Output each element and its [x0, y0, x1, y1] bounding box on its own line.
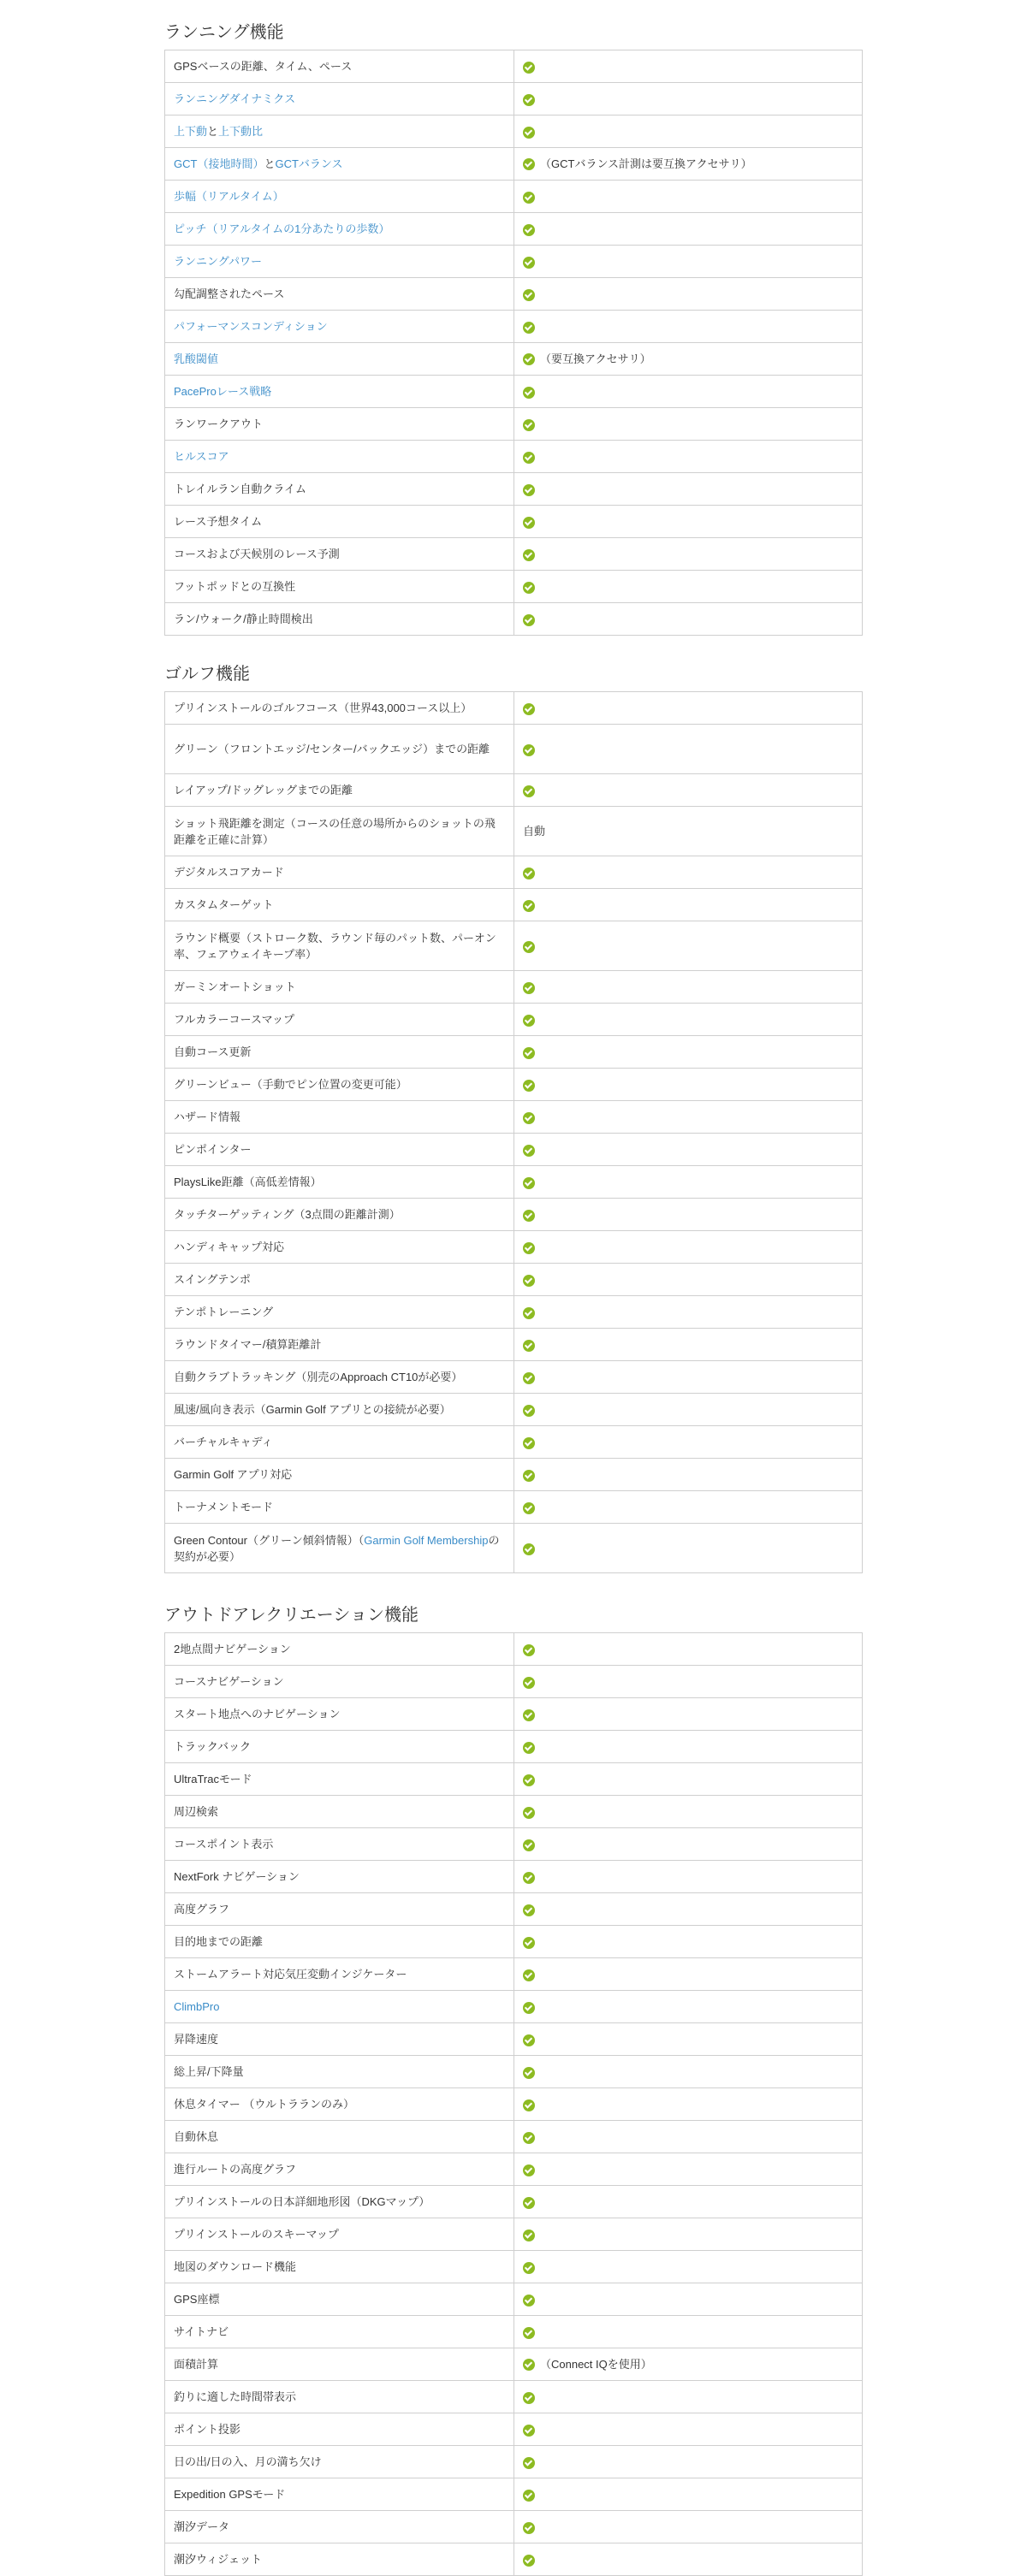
feature-label: 進行ルートの高度グラフ	[165, 2153, 514, 2186]
feature-label: ラウンドタイマー/積算距離計	[165, 1329, 514, 1361]
table-row	[165, 1069, 863, 1101]
running-table	[164, 50, 863, 636]
feature-label: 自動休息	[165, 2121, 514, 2153]
check-circle-icon	[523, 1807, 535, 1819]
table-row	[165, 1524, 863, 1573]
check-circle-icon	[523, 1502, 535, 1514]
table-row	[165, 1459, 863, 1491]
table-row	[165, 1796, 863, 1828]
check-circle-icon	[523, 1774, 535, 1786]
table-row	[165, 2251, 863, 2283]
feature-label: 総上昇/下降量	[165, 2056, 514, 2088]
feature-label: Expedition GPSモード	[165, 2478, 514, 2511]
table-row	[165, 2121, 863, 2153]
feature-label: サイトナビ	[165, 2316, 514, 2348]
table-row	[165, 343, 863, 376]
check-circle-icon	[523, 2164, 535, 2176]
check-circle-icon	[523, 2425, 535, 2437]
check-circle-icon	[523, 1047, 535, 1059]
table-row	[165, 83, 863, 115]
feature-label: 自動コース更新	[165, 1036, 514, 1069]
table-row	[165, 1036, 863, 1069]
feature-label: 目的地までの距離	[165, 1926, 514, 1958]
table-row	[165, 921, 863, 971]
check-circle-icon	[523, 1937, 535, 1949]
feature-label: PlaysLike距離（高低差情報）	[165, 1166, 514, 1199]
section-outdoor	[164, 1605, 863, 2566]
check-circle-icon	[523, 2230, 535, 2241]
table-row	[165, 148, 863, 181]
feature-link[interactable]: 上下動比	[218, 125, 264, 138]
feature-label: 自動クラブトラッキング（別売のApproach CT10が必要）	[165, 1361, 514, 1394]
feature-label: ハンディキャップ対応	[165, 1231, 514, 1264]
feature-label: UltraTracモード	[165, 1763, 514, 1796]
check-circle-icon	[523, 1839, 535, 1851]
outdoor-table	[164, 1632, 863, 2576]
table-row	[165, 2056, 863, 2088]
feature-label: 周辺検索	[165, 1796, 514, 1828]
feature-link[interactable]: GCT（接地時間）	[174, 157, 264, 170]
check-circle-icon	[523, 2522, 535, 2534]
check-circle-icon	[523, 549, 535, 561]
check-circle-icon	[523, 1340, 535, 1352]
table-row	[165, 311, 863, 343]
feature-label: 2地点間ナビゲーション	[165, 1633, 514, 1666]
feature-label: プリインストールのゴルフコース（世界43,000コース以上）	[165, 692, 514, 725]
check-circle-icon	[523, 1470, 535, 1482]
check-circle-icon	[523, 1644, 535, 1656]
table-row	[165, 181, 863, 213]
table-row	[165, 246, 863, 278]
table-row	[165, 1763, 863, 1796]
table-row	[165, 1199, 863, 1231]
feature-link[interactable]: GCTバランス	[275, 157, 343, 170]
feature-label: ガーミンオートショット	[165, 971, 514, 1004]
feature-link[interactable]: 歩幅（リアルタイム）	[174, 190, 284, 203]
table-row	[165, 774, 863, 807]
table-row	[165, 1991, 863, 2023]
check-circle-icon	[523, 62, 535, 74]
feature-label: ショット飛距離を測定（コースの任意の場所からのショットの飛距離を正確に計算）	[165, 807, 514, 856]
check-circle-icon	[523, 484, 535, 496]
feature-label: バーチャルキャディ	[165, 1426, 514, 1459]
feature-label: スタート地点へのナビゲーション	[165, 1698, 514, 1731]
feature-label: GPSベースの距離、タイム、ペース	[165, 50, 514, 83]
table-row	[165, 441, 863, 473]
check-circle-icon	[523, 2295, 535, 2307]
table-row	[165, 725, 863, 774]
table-row	[165, 1101, 863, 1134]
feature-label: ポイント投影	[165, 2413, 514, 2446]
feature-label: デジタルスコアカード	[165, 856, 514, 889]
feature-label: フットポッドとの互換性	[165, 571, 514, 603]
table-row	[165, 2186, 863, 2218]
check-circle-icon	[523, 1080, 535, 1092]
table-row	[165, 2413, 863, 2446]
table-row	[165, 856, 863, 889]
feature-label: タッチターゲッティング（3点間の距離計測）	[165, 1199, 514, 1231]
feature-link[interactable]: 乳酸閾値	[174, 352, 219, 365]
table-row	[165, 115, 863, 148]
feature-label: ラン/ウォーク/静止時間検出	[165, 603, 514, 636]
feature-label: 休息タイマー （ウルトラランのみ）	[165, 2088, 514, 2121]
table-row	[165, 1893, 863, 1926]
check-circle-icon	[523, 224, 535, 236]
feature-label: トーナメントモード	[165, 1491, 514, 1524]
table-row	[165, 278, 863, 311]
table-row	[165, 1861, 863, 1893]
table-row	[165, 1231, 863, 1264]
table-row	[165, 1958, 863, 1991]
check-circle-icon	[523, 2327, 535, 2339]
check-circle-icon	[523, 1210, 535, 1222]
feature-label: レイアップ/ドッグレッグまでの距離	[165, 774, 514, 807]
table-row	[165, 889, 863, 921]
check-circle-icon	[523, 2197, 535, 2209]
check-circle-icon	[523, 1405, 535, 1417]
table-row	[165, 408, 863, 441]
check-circle-icon	[523, 1742, 535, 1754]
table-row	[165, 1828, 863, 1861]
feature-label: 昇降速度	[165, 2023, 514, 2056]
feature-link[interactable]: ピッチ（リアルタイムの1分あたりの歩数）	[174, 222, 390, 235]
table-row	[165, 1329, 863, 1361]
check-circle-icon	[523, 2392, 535, 2404]
check-circle-icon	[523, 900, 535, 912]
table-row	[165, 1394, 863, 1426]
table-row	[165, 1296, 863, 1329]
check-circle-icon	[523, 127, 535, 139]
check-circle-icon	[523, 2002, 535, 2014]
table-row	[165, 50, 863, 83]
check-circle-icon	[523, 322, 535, 334]
feature-label: 地図のダウンロード機能	[165, 2251, 514, 2283]
check-circle-icon	[523, 1372, 535, 1384]
feature-note: （Connect IQを使用）	[540, 2358, 652, 2372]
feature-label: コースポイント表示	[165, 1828, 514, 1861]
table-row	[165, 1666, 863, 1698]
table-row	[165, 1004, 863, 1036]
feature-link[interactable]: ランニングパワー	[174, 255, 262, 268]
feature-label: 潮汐データ	[165, 2511, 514, 2543]
table-row	[165, 1633, 863, 1666]
section-running	[164, 22, 863, 625]
table-row	[165, 1698, 863, 1731]
feature-note: （要互換アクセサリ）	[540, 352, 651, 366]
feature-link[interactable]: パフォーマンスコンディション	[174, 320, 328, 333]
check-circle-icon	[523, 2359, 535, 2371]
check-circle-icon	[523, 419, 535, 431]
feature-label: 風速/風向き表示（Garmin Golf アプリとの接続が必要）	[165, 1394, 514, 1426]
table-row	[165, 2543, 863, 2576]
table-row	[165, 2283, 863, 2316]
feature-label: の契約が必要）	[174, 1533, 500, 1563]
check-circle-icon	[523, 1307, 535, 1319]
table-row	[165, 1491, 863, 1524]
check-circle-icon	[523, 1275, 535, 1287]
check-circle-icon	[523, 2132, 535, 2144]
check-circle-icon	[523, 1112, 535, 1124]
section-title-outdoor: アウトドアレクリエーション機能	[164, 1606, 419, 1625]
check-circle-icon	[523, 2555, 535, 2567]
check-circle-icon	[523, 2262, 535, 2274]
check-circle-icon	[523, 2099, 535, 2111]
feature-label: コースおよび天候別のレース予測	[165, 538, 514, 571]
table-row	[165, 603, 863, 636]
feature-label: フルカラーコースマップ	[165, 1004, 514, 1036]
feature-note: （GCTバランス計測は要互換アクセサリ）	[540, 157, 752, 171]
feature-label: グリーン（フロントエッジ/センター/バックエッジ）までの距離	[165, 725, 514, 774]
check-circle-icon	[523, 353, 535, 365]
table-row	[165, 538, 863, 571]
check-circle-icon	[523, 1904, 535, 1916]
table-row	[165, 807, 863, 856]
table-row	[165, 571, 863, 603]
section-title-running: ランニング機能	[164, 23, 284, 42]
check-circle-icon	[523, 941, 535, 953]
feature-label: 潮汐ウィジェット	[165, 2543, 514, 2576]
check-circle-icon	[523, 452, 535, 464]
table-row	[165, 1926, 863, 1958]
feature-label: 釣りに適した時間帯表示	[165, 2381, 514, 2413]
feature-label: スイングテンポ	[165, 1264, 514, 1296]
table-row	[165, 2088, 863, 2121]
section-title-golf: ゴルフ機能	[164, 665, 250, 684]
check-circle-icon	[523, 614, 535, 626]
check-circle-icon	[523, 744, 535, 756]
feature-label: テンポトレーニング	[165, 1296, 514, 1329]
check-circle-icon	[523, 582, 535, 594]
table-row	[165, 376, 863, 408]
check-circle-icon	[523, 982, 535, 994]
table-row	[165, 1264, 863, 1296]
section-golf	[164, 664, 863, 1563]
check-circle-icon	[523, 1872, 535, 1884]
table-row	[165, 1361, 863, 1394]
table-row	[165, 2023, 863, 2056]
feature-link[interactable]: ランニングダイナミクス	[174, 92, 296, 105]
table-row	[165, 506, 863, 538]
table-row	[165, 2478, 863, 2511]
feature-label: ラウンド概要（ストローク数、ラウンド毎のパット数、パーオン率、フェアウェイキープ率）	[165, 921, 514, 971]
table-row	[165, 2218, 863, 2251]
table-row	[165, 1731, 863, 1763]
feature-link[interactable]: Garmin Golf Membership	[364, 1533, 489, 1547]
feature-label: GPS座標	[165, 2283, 514, 2316]
feature-label: Garmin Golf アプリ対応	[165, 1459, 514, 1491]
check-circle-icon	[523, 387, 535, 399]
table-row	[165, 971, 863, 1004]
table-row	[165, 2153, 863, 2186]
golf-table	[164, 691, 863, 1573]
check-circle-icon	[523, 94, 535, 106]
feature-label: ピンポインター	[165, 1134, 514, 1166]
feature-label: ハザード情報	[165, 1101, 514, 1134]
table-row	[165, 2511, 863, 2543]
feature-label: 勾配調整されたペース	[165, 278, 514, 311]
feature-label: 日の出/日の入、月の満ち欠け	[165, 2446, 514, 2478]
check-circle-icon	[523, 257, 535, 269]
feature-label: コースナビゲーション	[165, 1666, 514, 1698]
feature-link[interactable]: PaceProレース戦略	[174, 385, 272, 398]
check-circle-icon	[523, 868, 535, 879]
table-row	[165, 2446, 863, 2478]
table-row	[165, 213, 863, 246]
check-circle-icon	[523, 1242, 535, 1254]
feature-label: 高度グラフ	[165, 1893, 514, 1926]
check-circle-icon	[523, 2067, 535, 2079]
table-row	[165, 1426, 863, 1459]
feature-label: ストームアラート対応気圧変動インジケーター	[165, 1958, 514, 1991]
feature-label: ランワークアウト	[165, 408, 514, 441]
feature-note: 自動	[523, 825, 546, 838]
check-circle-icon	[523, 192, 535, 204]
check-circle-icon	[523, 1969, 535, 1981]
table-row	[165, 692, 863, 725]
feature-label: 面積計算	[165, 2348, 514, 2381]
feature-label: レース予想タイム	[165, 506, 514, 538]
check-circle-icon	[523, 1145, 535, 1157]
table-row	[165, 2348, 863, 2381]
feature-label: プリインストールのスキーマップ	[165, 2218, 514, 2251]
check-circle-icon	[523, 1437, 535, 1449]
check-circle-icon	[523, 289, 535, 301]
check-circle-icon	[523, 2034, 535, 2046]
table-row	[165, 1166, 863, 1199]
feature-label: と	[264, 157, 276, 170]
check-circle-icon	[523, 703, 535, 715]
table-row	[165, 2316, 863, 2348]
feature-label: Green Contour（グリーン傾斜情報）（	[174, 1533, 365, 1547]
feature-label: トレイルラン自動クライム	[165, 473, 514, 506]
feature-label: プリインストールの日本詳細地形図（DKGマップ）	[165, 2186, 514, 2218]
feature-label: NextFork ナビゲーション	[165, 1861, 514, 1893]
check-circle-icon	[523, 1177, 535, 1189]
feature-link[interactable]: 上下動	[174, 125, 208, 138]
table-row	[165, 2381, 863, 2413]
check-circle-icon	[523, 1709, 535, 1721]
feature-label: グリーンビュー（手動でピン位置の変更可能）	[165, 1069, 514, 1101]
table-row	[165, 1134, 863, 1166]
feature-link[interactable]: ヒルスコア	[174, 450, 229, 463]
check-circle-icon	[523, 2457, 535, 2469]
check-circle-icon	[523, 158, 535, 170]
check-circle-icon	[523, 2490, 535, 2502]
check-circle-icon	[523, 1677, 535, 1689]
feature-label: と	[207, 125, 219, 138]
check-circle-icon	[523, 785, 535, 797]
feature-link[interactable]: ClimbPro	[174, 2000, 220, 2013]
feature-label: トラックバック	[165, 1731, 514, 1763]
check-circle-icon	[523, 517, 535, 529]
check-circle-icon	[523, 1015, 535, 1027]
feature-label: カスタムターゲット	[165, 889, 514, 921]
table-row	[165, 473, 863, 506]
check-circle-icon	[523, 1543, 535, 1555]
